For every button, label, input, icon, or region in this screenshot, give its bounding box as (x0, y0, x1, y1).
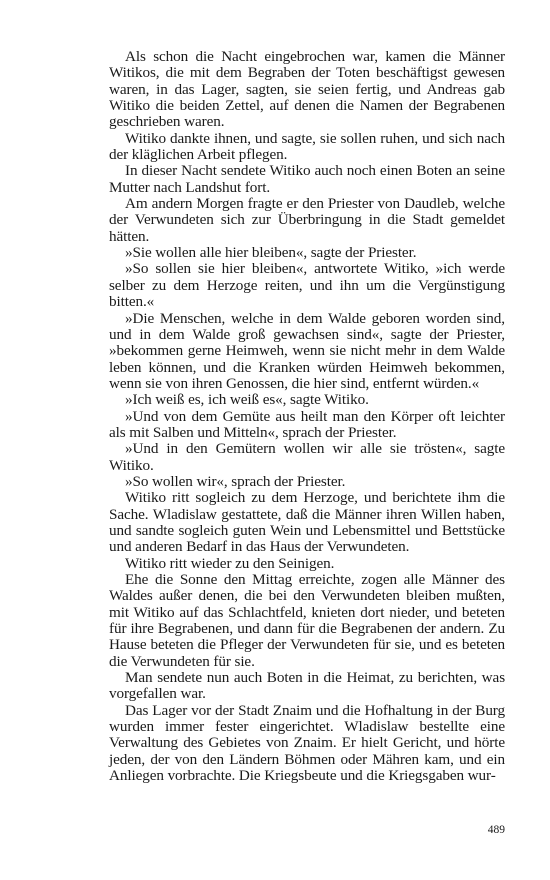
paragraph-15: Man sendete nun auch Boten in die Heimat, zu berichten, was vorgefallen war. (109, 669, 505, 703)
paragraph-13: Witiko ritt wieder zu den Seinigen. (125, 554, 335, 572)
page-number: 489 (487, 824, 505, 836)
paragraph-2: Witiko dankte ihnen, und sagte, sie sollen ruhen, und sich nach der kläglichen Arbeit pflegen. (109, 129, 505, 164)
paragraph-8: »Ich weiß es, ich weiß es«, sagte Witiko. (125, 391, 369, 409)
paragraph-5: »Sie wollen alle hier bleiben«, sagte der Priester. (125, 244, 417, 262)
paragraph-12: Witiko ritt sogleich zu dem Herzoge, und berichtete ihm die Sache. Wladislaw gestattete, daß die Männer ihren Willen haben, und sandte sogleich guten Wein und Lebensmittel und Bettstücke und anderen Bedarf in das Haus der Verwundeten. (109, 489, 505, 556)
paragraph-4: Am andern Morgen fragte er den Priester von Daudleb, welche der Verwundeten sich zur Überbringung in die Stadt gemeldet hätten. (109, 195, 505, 245)
paragraph-9: »Und von dem Gemüte aus heilt man den Körper oft leichter als mit Salben und Mitteln«, sprach der Priester. (109, 407, 505, 441)
paragraph-14: Ehe die Sonne den Mittag erreichte, zogen alle Männer des Waldes außer denen, die bei den Verwundeten bleiben mußten, mit Witiko auf das Schlachtfeld, knieten dort nieder, und beteten für ihre Begrabenen, und dann für die Begrabenen der andern. Zu Hause beteten die Pfleger der Verwundeten für sie, und es beteten die Verwundeten für sie. (109, 571, 505, 670)
paragraph-1: Als schon die Nacht eingebrochen war, kamen die Männer Witikos, die mit dem Begraben der Toten beschäftigst gewesen waren, in das Lager, sagten, sie seien fertig, und Andreas gab Witiko die beiden Zettel, auf denen die Namen der Begrabenen geschrieben waren. (109, 48, 505, 131)
paragraph-16: Das Lager vor der Stadt Znaim und die Hofhaltung in der Burg wurden immer fester eingerichtet. Wladislaw bestellte eine Verwaltung des Gebietes von Znaim. Er hielt Gericht, und hörte jeden, der von den Ländern Böhmen oder Mähren kam, und ein Anliegen vorbrachte. Die Kriegsbeute und die Kriegsgaben wur- (109, 701, 505, 785)
paragraph-3: In dieser Nacht sendete Witiko auch noch einen Boten an seine Mutter nach Landshut fort. (109, 162, 505, 196)
paragraph-10: »Und in den Gemütern wollen wir alle sie trösten«, sagte Witiko. (109, 440, 505, 474)
paragraph-7: »Die Menschen, welche in dem Walde geboren worden sind, und in dem Walde groß gewachsen sind«, sagte der Priester, »bekommen gerne Heimweh, wenn sie nicht mehr in dem Walde leben können, und die Kranken würden Heimweh bekommen, wenn sie von ihren Genossen, die hier sind, entfernt würden.« (109, 309, 505, 392)
paragraph-11: »So wollen wir«, sprach der Priester. (125, 472, 346, 490)
paragraph-6: »So sollen sie hier bleiben«, antwortete Witiko, »ich werde selber zu dem Herzoge reiten, und ihn um die Vergünstigung bitten.« (109, 260, 505, 311)
body-text (109, 49, 505, 784)
